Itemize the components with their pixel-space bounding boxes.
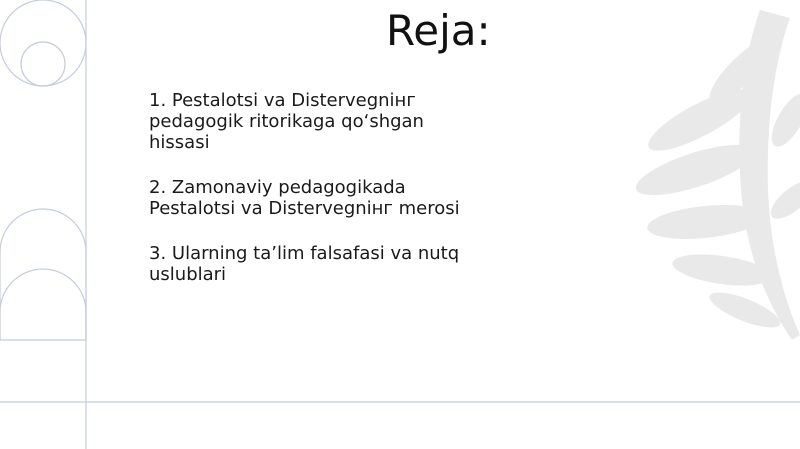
slide-title: Reja: — [386, 6, 491, 55]
agenda-item-2: 2. Zamonaviy pedagogikada Pestalotsi va Distervegnінг merosi — [149, 177, 460, 219]
agenda-item-1: 1. Pestalotsi va Distervegnінг pedagogik ritorikaga qo‘shgan hissasi — [149, 90, 424, 153]
agenda-list — [149, 90, 489, 309]
agenda-item-3: 3. Ularning ta’lim falsafasi va nutq uslublari — [149, 243, 460, 285]
